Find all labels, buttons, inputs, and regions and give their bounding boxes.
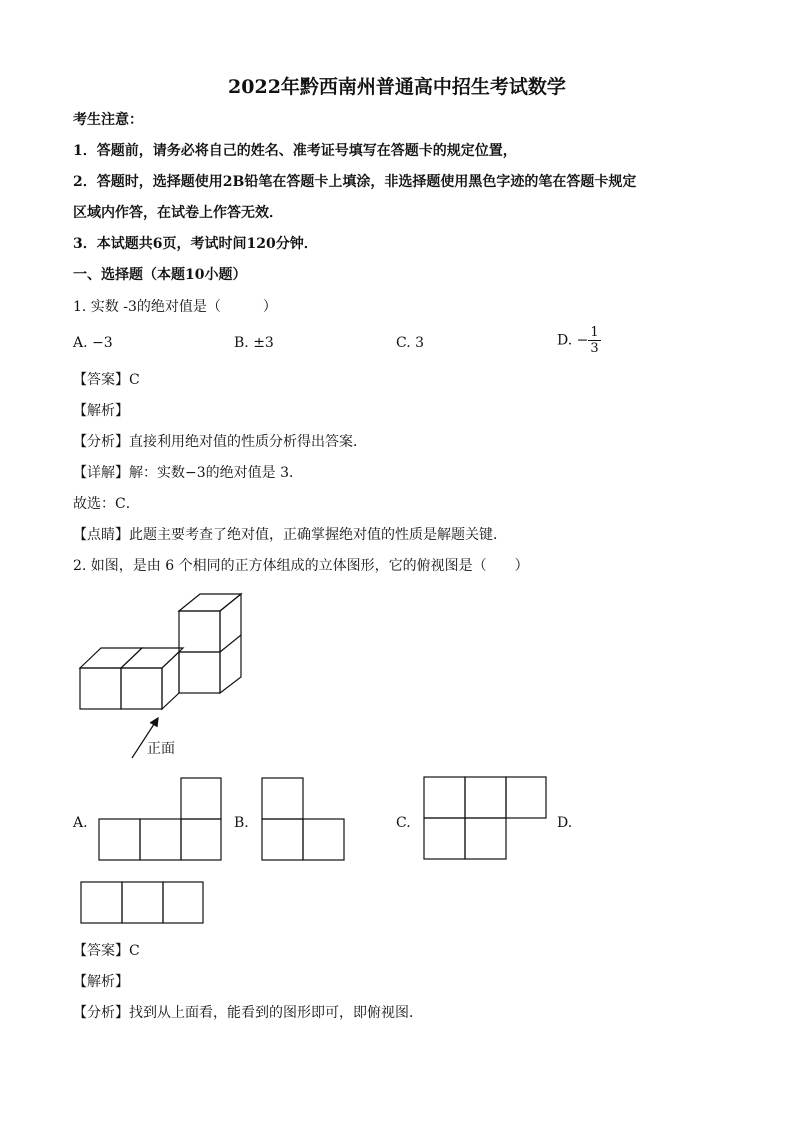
notice-item-2-cont: 区域内作答，在试卷上作答无效． — [73, 205, 283, 221]
q2-option-d-label: D. — [557, 815, 573, 831]
q1-comment: 【点睛】此题主要考查了绝对值，正确掌握绝对值的性质是解题关键． — [73, 527, 507, 543]
page-title: 2022年黔西南州普通高中招生考试数学 — [228, 76, 566, 98]
notice-item-2: 2．答题时，选择题使用2B铅笔在答题卡上填涂，非选择题使用黑色字迹的笔在答题卡规定 — [73, 174, 637, 190]
q2-option-d-figure — [78, 880, 206, 926]
q2-option-b-label: B. — [234, 815, 249, 831]
fraction-denominator: 3 — [590, 341, 599, 356]
q2-option-a-figure — [96, 776, 224, 862]
q1-option-b: B. ±3 — [234, 335, 274, 351]
notice-item-1: 1．答题前，请务必将自己的姓名、准考证号填写在答题卡的规定位置， — [73, 143, 517, 159]
q1-analysis: 【分析】直接利用绝对值的性质分析得出答案． — [73, 434, 367, 450]
section-heading: 一、选择题（本题10小题） — [73, 267, 247, 283]
q2-analysis: 【分析】找到从上面看，能看到的图形即可，即俯视图． — [73, 1005, 423, 1021]
q1-option-c: C. 3 — [396, 335, 425, 351]
front-label: 正面 — [147, 741, 175, 757]
q2-analysis-tag: 【解析】 — [73, 974, 129, 990]
q1-option-d — [557, 325, 601, 356]
fraction-numerator: 1 — [590, 325, 599, 340]
q1-option-d-prefix: D. − — [557, 332, 589, 349]
notice-item-3: 3．本试题共6页，考试时间120分钟． — [73, 236, 318, 252]
q1-option-d-fraction — [588, 325, 600, 356]
q2-option-b-figure — [259, 776, 347, 862]
q2-option-c-figure — [421, 775, 549, 861]
q1-detail: 【详解】解：实数−3的绝对值是 3． — [73, 465, 303, 481]
q1-choice: 故选：C． — [73, 496, 140, 512]
q1-analysis-tag: 【解析】 — [73, 403, 129, 419]
q1-stem: 1. 实数 -3的绝对值是（ ） — [73, 299, 277, 315]
q2-answer: 【答案】C — [73, 943, 140, 959]
q1-option-a: A. −3 — [73, 335, 113, 351]
q2-option-a-label: A. — [73, 815, 88, 831]
q1-answer: 【答案】C — [73, 372, 140, 388]
q2-stem: 2. 如图，是由 6 个相同的正方体组成的立体图形，它的俯视图是（ ） — [73, 558, 529, 574]
notice-heading: 考生注意： — [73, 112, 143, 128]
q2-option-c-label: C. — [396, 815, 411, 831]
